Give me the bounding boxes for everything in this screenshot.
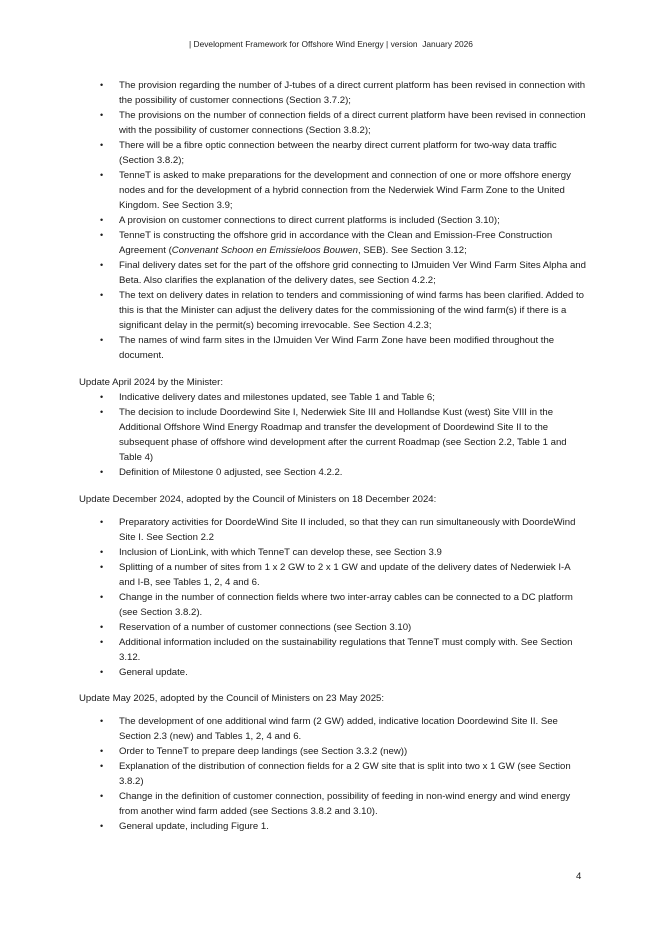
bullet-icon: • (100, 467, 104, 477)
running-header: | Development Framework for Offshore Wind Energy | version January 2026 (189, 39, 473, 49)
bullet-icon: • (100, 335, 104, 345)
page-number: 4 (576, 871, 582, 882)
list-item: • Final delivery dates set for the part of the offshore grid connecting to IJmuiden Ver Wind Farm Sites Alpha and Beta. Also clarifies the explanation of the delivery dates, see Section 4.2.2; (100, 260, 586, 286)
section-bullet-list (79, 515, 587, 680)
bullet-icon: • (100, 407, 104, 417)
list-item: • Explanation of the distribution of connection fields for a 2 GW site that is split into two x 1 GW (see Section 3.8.2) (100, 761, 571, 787)
list-item: • There will be a fibre optic connection between the nearby direct current platform for two-way data traffic (Section 3.8.2); (100, 140, 557, 166)
section-update-december-2024 (79, 492, 587, 680)
section-heading: Update December 2024, adopted by the Council of Ministers on 18 December 2024: (79, 494, 437, 505)
list-item: • TenneT is asked to make preparations for the development and connection of one or more offshore energy nodes and for the development of a hybrid connection from the Nederwiek Wind Farm Zone to the United Kingdom. See Section 3.9; (100, 170, 571, 211)
bullet-icon: • (100, 562, 104, 572)
list-item: • Reservation of a number of customer connections (see Section 3.10) (100, 622, 412, 633)
list-item: • General update. (100, 667, 188, 678)
bullet-icon: • (100, 230, 104, 240)
list-item: • Change in the number of connection fields where two inter-array cables can be connected to a DC platform (see Section 3.8.2). (100, 592, 573, 618)
list-item: • Splitting of a number of sites from 1 x 2 GW to 2 x 1 GW and update of the delivery dates of Nederwiek I-A and I-B, see Tables 1, 2, 4 and 6. (100, 562, 571, 588)
bullet-icon: • (100, 140, 104, 150)
list-item: • TenneT is constructing the offshore grid in accordance with the Clean and Emission-Free Construction Agreement (Convenant Schoon en Emissieloos Bouwen, SEB). See Section 3.12; (100, 230, 553, 256)
bullet-icon: • (100, 821, 104, 831)
bullet-icon: • (100, 80, 104, 90)
bullet-icon: • (100, 667, 104, 677)
document-body (79, 78, 587, 834)
bullet-icon: • (100, 761, 104, 771)
list-item: • General update, including Figure 1. (100, 821, 269, 832)
list-item: • The provisions on the number of connection fields of a direct current platform have been revised in connection with the possibility of customer connections (Section 3.8.2); (100, 110, 586, 136)
list-item: • The decision to include Doordewind Site I, Nederwiek Site III and Hollandse Kust (west) Site VIII in the Additional Offshore Wind Energy Roadmap and transfer the development of Doordewind Site II to the subsequent phase of offshore wind development after the current Roadmap (see Section 2.2, Table 1 and Table 4) (100, 407, 567, 463)
italic-agreement-name: Convenant Schoon en Emissieloos Bouwen (171, 245, 358, 256)
section-bullet-list (79, 390, 587, 480)
list-item: • Additional information included on the sustainability regulations that TenneT must comply with. See Section 3.12. (100, 637, 573, 663)
list-item: • Definition of Milestone 0 adjusted, see Section 4.2.2. (100, 467, 343, 478)
section-heading: Update May 2025, adopted by the Council of Ministers on 23 May 2025: (79, 693, 385, 704)
section-bullet-list (79, 714, 587, 834)
list-item: • The development of one additional wind farm (2 GW) added, indicative location Doordewind Site II. See Section 2.3 (new) and Tables 1, 2, 4 and 6. (100, 716, 558, 742)
list-item: • The text on delivery dates in relation to tenders and commissioning of wind farms has been clarified. Added to this is that the Minister can adjust the delivery dates for the commissioning of the wind farm(s) if there is a significant delay in the permit(s) becoming irrevocable. See Section 4.2.3; (100, 290, 585, 331)
bullet-icon: • (100, 592, 104, 602)
bullet-icon: • (100, 110, 104, 120)
bullet-icon: • (100, 637, 104, 647)
section-update-may-2025 (79, 691, 587, 834)
list-item: • A provision on customer connections to direct current platforms is included (Section 3.10); (100, 215, 500, 226)
bullet-icon: • (100, 622, 104, 632)
bullet-icon: • (100, 215, 104, 225)
bullet-icon: • (100, 260, 104, 270)
bullet-icon: • (100, 170, 104, 180)
list-item: • The names of wind farm sites in the IJmuiden Ver Wind Farm Zone have been modified throughout the document. (100, 335, 555, 361)
bullet-icon: • (100, 392, 104, 402)
list-item: • Preparatory activities for DoordeWind Site II included, so that they can run simultaneously with DoordeWind Site I. See Section 2.2 (100, 517, 576, 543)
list-item: • Order to TenneT to prepare deep landings (see Section 3.3.2 (new)) (100, 746, 408, 757)
list-item: • Inclusion of LionLink, with which TenneT can develop these, see Section 3.9 (100, 547, 442, 558)
bullet-icon: • (100, 517, 104, 527)
intro-bullet-list (79, 78, 587, 363)
bullet-icon: • (100, 290, 104, 300)
list-item: • Change in the definition of customer connection, possibility of feeding in non-wind energy and wind energy from another wind farm added (see Sections 3.8.2 and 3.10). (100, 791, 571, 817)
bullet-icon: • (100, 791, 104, 801)
bullet-icon: • (100, 716, 104, 726)
section-update-april-2024 (79, 375, 587, 480)
list-item: • The provision regarding the number of J-tubes of a direct current platform has been revised in connection with the possibility of customer connections (Section 3.7.2); (100, 80, 586, 106)
bullet-icon: • (100, 547, 104, 557)
list-item: • Indicative delivery dates and milestones updated, see Table 1 and Table 6; (100, 392, 435, 403)
section-heading: Update April 2024 by the Minister: (79, 377, 223, 388)
bullet-icon: • (100, 746, 104, 756)
